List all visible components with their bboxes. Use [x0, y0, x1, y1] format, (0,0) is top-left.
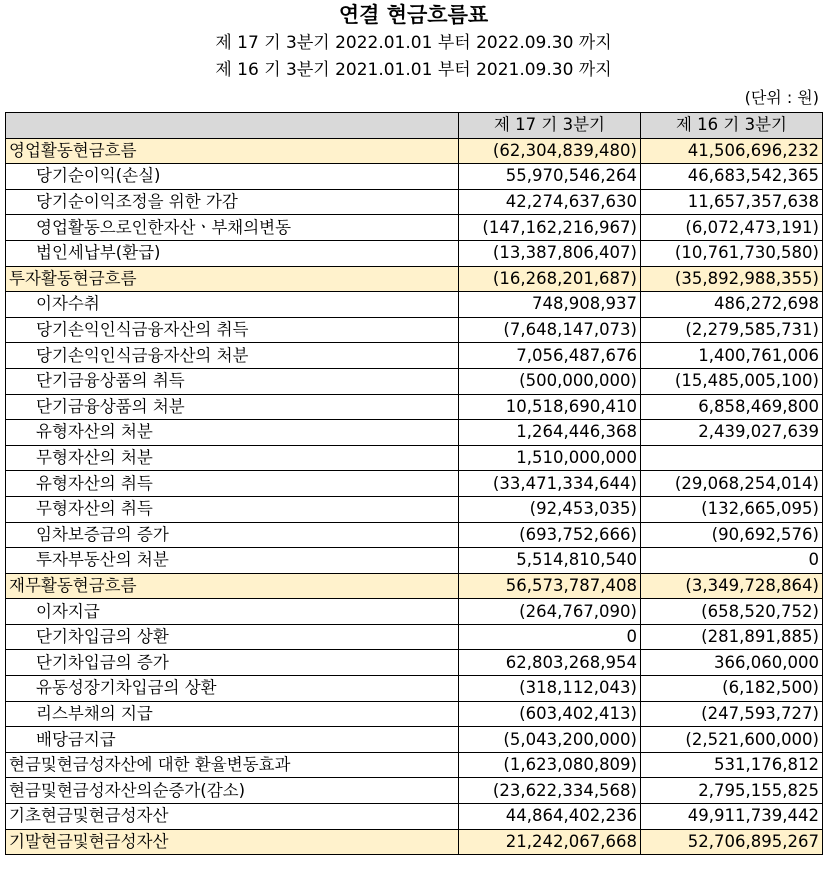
- row-label: 단기차입금의 상환: [6, 624, 459, 650]
- row-label: 당기손익인식금융자산의 취득: [6, 317, 459, 343]
- row-current-value: (5,043,200,000): [459, 727, 641, 753]
- row-prior-value: 0: [641, 548, 823, 574]
- row-prior-value: 41,506,696,232: [641, 138, 823, 164]
- row-prior-value: (6,072,473,191): [641, 215, 823, 241]
- row-prior-value: (3,349,728,864): [641, 573, 823, 599]
- row-prior-value: (10,761,730,580): [641, 240, 823, 266]
- row-current-value: (264,767,090): [459, 599, 641, 625]
- table-row: [6, 727, 823, 753]
- row-current-value: (92,453,035): [459, 496, 641, 522]
- table-row: [6, 829, 823, 855]
- row-prior-value: (132,665,095): [641, 496, 823, 522]
- table-row: [6, 650, 823, 676]
- row-label: 투자부동산의 처분: [6, 548, 459, 574]
- header-label: [6, 113, 459, 139]
- row-label: 법인세납부(환급): [6, 240, 459, 266]
- row-label: 이자수취: [6, 292, 459, 318]
- table-row: [6, 548, 823, 574]
- row-prior-value: 49,911,739,442: [641, 804, 823, 830]
- row-label: 유형자산의 처분: [6, 420, 459, 446]
- row-label: 당기순이익조정을 위한 가감: [6, 189, 459, 215]
- row-label: 기말현금및현금성자산: [6, 829, 459, 855]
- table-row: [6, 343, 823, 369]
- header-row: [6, 113, 823, 139]
- table-row: [6, 804, 823, 830]
- row-label: 무형자산의 처분: [6, 445, 459, 471]
- row-label: 무형자산의 취득: [6, 496, 459, 522]
- row-label: 당기손익인식금융자산의 처분: [6, 343, 459, 369]
- row-current-value: 748,908,937: [459, 292, 641, 318]
- row-label: 재무활동현금흐름: [6, 573, 459, 599]
- row-prior-value: 11,657,357,638: [641, 189, 823, 215]
- row-current-value: 1,510,000,000: [459, 445, 641, 471]
- table-row: [6, 266, 823, 292]
- row-prior-value: (29,068,254,014): [641, 471, 823, 497]
- row-current-value: 55,970,546,264: [459, 164, 641, 190]
- row-current-value: 10,518,690,410: [459, 394, 641, 420]
- row-prior-value: 366,060,000: [641, 650, 823, 676]
- table-row: [6, 292, 823, 318]
- table-row: [6, 420, 823, 446]
- table-row: [6, 164, 823, 190]
- row-current-value: 62,803,268,954: [459, 650, 641, 676]
- row-current-value: (16,268,201,687): [459, 266, 641, 292]
- row-label: 투자활동현금흐름: [6, 266, 459, 292]
- row-current-value: 1,264,446,368: [459, 420, 641, 446]
- row-current-value: (500,000,000): [459, 368, 641, 394]
- table-row: [6, 522, 823, 548]
- row-current-value: (62,304,839,480): [459, 138, 641, 164]
- period-current: 제 17 기 3분기 2022.01.01 부터 2022.09.30 까지: [215, 33, 612, 53]
- row-label: 유동성장기차입금의 상환: [6, 676, 459, 702]
- row-label: 당기순이익(손실): [6, 164, 459, 190]
- table-row: [6, 240, 823, 266]
- header-prior: 제 16 기 3분기: [641, 113, 823, 139]
- row-label: 기초현금및현금성자산: [6, 804, 459, 830]
- row-label: 이자지급: [6, 599, 459, 625]
- row-prior-value: (15,485,005,100): [641, 368, 823, 394]
- row-current-value: (7,648,147,073): [459, 317, 641, 343]
- table-row: [6, 573, 823, 599]
- table-row: [6, 471, 823, 497]
- table-row: [6, 189, 823, 215]
- row-current-value: (318,112,043): [459, 676, 641, 702]
- row-current-value: (693,752,666): [459, 522, 641, 548]
- table-row: [6, 701, 823, 727]
- row-prior-value: 1,400,761,006: [641, 343, 823, 369]
- row-current-value: 42,274,637,630: [459, 189, 641, 215]
- row-current-value: (603,402,413): [459, 701, 641, 727]
- row-label: 단기차입금의 증가: [6, 650, 459, 676]
- row-label: 영업활동현금흐름: [6, 138, 459, 164]
- row-label: 배당금지급: [6, 727, 459, 753]
- row-prior-value: 531,176,812: [641, 752, 823, 778]
- row-current-value: (1,623,080,809): [459, 752, 641, 778]
- row-prior-value: (6,182,500): [641, 676, 823, 702]
- row-prior-value: (658,520,752): [641, 599, 823, 625]
- table-row: [6, 138, 823, 164]
- row-current-value: 5,514,810,540: [459, 548, 641, 574]
- row-prior-value: (90,692,576): [641, 522, 823, 548]
- row-current-value: (23,622,334,568): [459, 778, 641, 804]
- table-row: [6, 778, 823, 804]
- table-row: [6, 215, 823, 241]
- table-row: [6, 676, 823, 702]
- row-label: 리스부채의 지급: [6, 701, 459, 727]
- row-current-value: (147,162,216,967): [459, 215, 641, 241]
- row-prior-value: 2,439,027,639: [641, 420, 823, 446]
- row-prior-value: (35,892,988,355): [641, 266, 823, 292]
- row-prior-value: (2,279,585,731): [641, 317, 823, 343]
- row-prior-value: 486,272,698: [641, 292, 823, 318]
- row-current-value: (13,387,806,407): [459, 240, 641, 266]
- row-current-value: 44,864,402,236: [459, 804, 641, 830]
- header-current: 제 17 기 3분기: [459, 113, 641, 139]
- row-current-value: 56,573,787,408: [459, 573, 641, 599]
- row-label: 현금및현금성자산에 대한 환율변동효과: [6, 752, 459, 778]
- row-label: 현금및현금성자산의순증가(감소): [6, 778, 459, 804]
- row-prior-value: (281,891,885): [641, 624, 823, 650]
- table-row: [6, 624, 823, 650]
- row-prior-value: 52,706,895,267: [641, 829, 823, 855]
- row-current-value: 0: [459, 624, 641, 650]
- table-row: [6, 317, 823, 343]
- statement-title: 연결 현금흐름표: [338, 2, 489, 27]
- row-current-value: (33,471,334,644): [459, 471, 641, 497]
- row-prior-value: 46,683,542,365: [641, 164, 823, 190]
- row-prior-value: 2,795,155,825: [641, 778, 823, 804]
- period-prior: 제 16 기 3분기 2021.01.01 부터 2021.09.30 까지: [215, 60, 612, 80]
- table-row: [6, 445, 823, 471]
- row-current-value: 7,056,487,676: [459, 343, 641, 369]
- row-current-value: 21,242,067,668: [459, 829, 641, 855]
- row-prior-value: (247,593,727): [641, 701, 823, 727]
- row-label: 임차보증금의 증가: [6, 522, 459, 548]
- unit-label: (단위 : 원): [744, 88, 819, 107]
- row-label: 유형자산의 취득: [6, 471, 459, 497]
- row-prior-value: 6,858,469,800: [641, 394, 823, 420]
- table-row: [6, 368, 823, 394]
- row-label: 단기금융상품의 처분: [6, 394, 459, 420]
- table-row: [6, 496, 823, 522]
- table-row: [6, 599, 823, 625]
- row-label: 영업활동으로인한자산ㆍ부채의변동: [6, 215, 459, 241]
- row-prior-value: (2,521,600,000): [641, 727, 823, 753]
- row-prior-value: [641, 445, 823, 471]
- table-row: [6, 752, 823, 778]
- cash-flow-table: [5, 112, 823, 855]
- row-label: 단기금융상품의 취득: [6, 368, 459, 394]
- table-row: [6, 394, 823, 420]
